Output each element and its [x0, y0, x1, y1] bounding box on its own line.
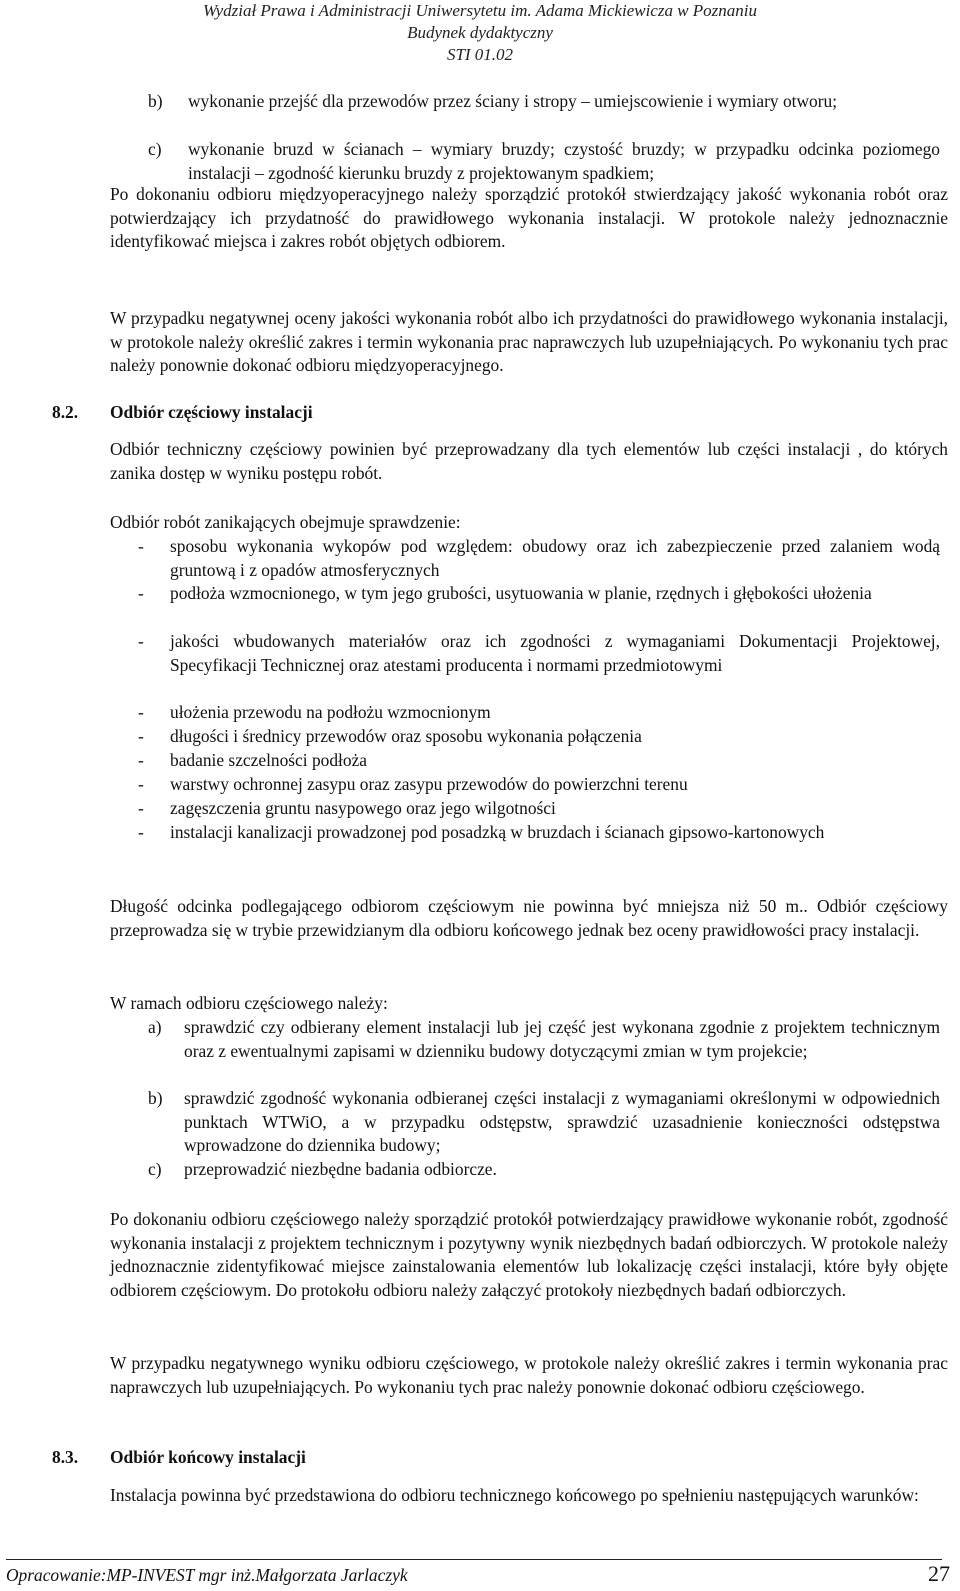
paragraph: Po dokonaniu odbioru międzyoperacyjnego należy sporządzić protokół stwierdzający jakość wykonania robót oraz potwierdzający ich przydatność do prawidłowego wykonania instalacji. W protokole należy jednoznacznie identyfikować miejsca i zakres robót objętych odbiorem.	[110, 184, 948, 251]
header-line-building: Budynek dydaktyczny	[407, 23, 553, 42]
list-item-text: sprawdzić czy odbierany element instalacji lub jej część jest wykonana zgodnie z projektem technicznym oraz z ewentualnymi zapisami w dzienniku budowy dotyczącymi zmian w tym projekcie;	[184, 1017, 940, 1061]
list-item-text: podłoża wzmocnionego, w tym jego grubości, usytuowania w planie, rzędnych i głębokości ułożenia	[170, 583, 872, 603]
page-header	[0, 0, 960, 66]
list-marker: -	[138, 702, 144, 722]
checklist	[148, 1016, 948, 1179]
list-marker: -	[138, 798, 144, 818]
list-marker: a)	[148, 1017, 162, 1037]
header-line-faculty: Wydział Prawa i Administracji Uniwersytetu im. Adama Mickiewicza w Poznaniu	[202, 1, 758, 20]
section-number: 8.3.	[52, 1447, 79, 1467]
list-item-text: warstwy ochronnej zasypu oraz zasypu przewodów do powierzchni terenu	[170, 774, 688, 794]
paragraph: Instalacja powinna być przedstawiona do odbioru technicznego końcowego po spełnieniu następujących warunków:	[110, 1485, 919, 1505]
list-marker: b)	[148, 1088, 163, 1108]
list-marker: -	[138, 583, 144, 603]
section-title: Odbiór częściowy instalacji	[110, 402, 313, 422]
paragraph-intro: W ramach odbioru częściowego należy:	[110, 993, 388, 1013]
list-marker: -	[138, 631, 144, 651]
list-marker: -	[138, 822, 144, 842]
paragraph: W przypadku negatywnej oceny jakości wykonania robót albo ich przydatności do prawidłowego wykonania instalacji, w protokole należy określić zakres i termin wykonania prac naprawczych lub uzupełniających. Po wykonaniu tych prac należy ponownie dokonać odbioru międzyoperacyjnego.	[110, 308, 948, 375]
list-item-text: instalacji kanalizacji prowadzonej pod posadzką w bruzdach i ścianach gipsowo-kartonowych	[170, 822, 825, 842]
page-footer	[6, 1559, 950, 1589]
paragraph-intro: Odbiór robót zanikających obejmuje sprawdzenie:	[110, 512, 461, 532]
paragraph: Długość odcinka podlegającego odbiorom częściowym nie powinna być mniejsza niż 50 m.. Odbiór częściowy przeprowadza się w trybie przewidzianym dla odbioru końcowego jednak bez oceny prawidłowości pracy instalacji.	[110, 896, 948, 940]
page-number: 27	[928, 1561, 950, 1586]
header-line-code: STI 01.02	[446, 45, 514, 64]
list-marker: b)	[148, 91, 163, 111]
list-marker: c)	[148, 139, 162, 159]
footer-rule	[6, 1559, 942, 1560]
list-item-text: wykonanie bruzd w ścianach – wymiary bruzdy; czystość bruzdy; w przypadku odcinka poziomego instalacji – zgodność kierunku bruzdy z projektowanym spadkiem;	[188, 139, 940, 183]
list-item-text: wykonanie przejść dla przewodów przez ściany i stropy – umiejscowienie i wymiary otworu;	[188, 91, 838, 111]
list-item-text: długości i średnicy przewodów oraz sposobu wykonania połączenia	[170, 726, 642, 746]
paragraph: W przypadku negatywnego wyniku odbioru częściowego, w protokole należy określić zakres i termin wykonania prac naprawczych lub uzupełniających. Po wykonaniu tych prac należy ponownie dokonać odbioru częściowego.	[110, 1353, 948, 1397]
list-marker: -	[138, 726, 144, 746]
section-number: 8.2.	[52, 402, 79, 422]
section-title: Odbiór końcowy instalacji	[110, 1447, 306, 1467]
list-marker: c)	[148, 1159, 162, 1179]
footer-author: Opracowanie:MP-INVEST mgr inż.Małgorzata Jarlaczyk	[6, 1565, 408, 1585]
list-marker: -	[138, 750, 144, 770]
list-item-text: sposobu wykonania wykopów pod względem: obudowy oraz ich zabezpieczenie przed zalaniem wodą gruntową i z opadów atmosferycznych	[170, 536, 940, 580]
paragraph: Po dokonaniu odbioru częściowego należy sporządzić protokół potwierdzający prawidłowe wykonanie robót, zgodność wykonania instalacji z projektem technicznym i pozytywny wynik niezbędnych badań odbiorczych. W protokole należy jednoznacznie zidentyfikować miejsce zainstalowania elementów lub lokalizację części instalacji, które były objęte odbiorem częściowym. Do protokołu odbioru należy załączyć protokoły niezbędnych badań odbiorczych.	[110, 1209, 948, 1300]
list-item-text: jakości wbudowanych materiałów oraz ich zgodności z wymaganiami Dokumentacji Projektowej, Specyfikacji Technicznej oraz atestami producenta i normami przedmiotowymi	[170, 631, 940, 675]
dash-list	[138, 535, 948, 875]
list-item-text: ułożenia przewodu na podłożu wzmocnionym	[170, 702, 491, 722]
list-item-text: przeprowadzić niezbędne badania odbiorcze.	[184, 1159, 497, 1179]
list-top	[148, 90, 948, 186]
list-item-text: zagęszczenia gruntu nasypowego oraz jego wilgotności	[170, 798, 556, 818]
list-marker: -	[138, 774, 144, 794]
list-marker: -	[138, 536, 144, 556]
list-item-text: badanie szczelności podłoża	[170, 750, 368, 770]
list-item-text: sprawdzić zgodność wykonania odbieranej części instalacji z wymaganiami określonymi w odpowiednich punktach WTWiO, a w przypadku odstępstw, sprawdzić uzasadnienie konieczności odstępstwa wprowadzone do dziennika budowy;	[184, 1088, 940, 1155]
paragraph: Odbiór techniczny częściowy powinien być przeprowadzany dla tych elementów lub części instalacji , do których zanika dostęp w wyniku postępu robót.	[110, 439, 948, 483]
